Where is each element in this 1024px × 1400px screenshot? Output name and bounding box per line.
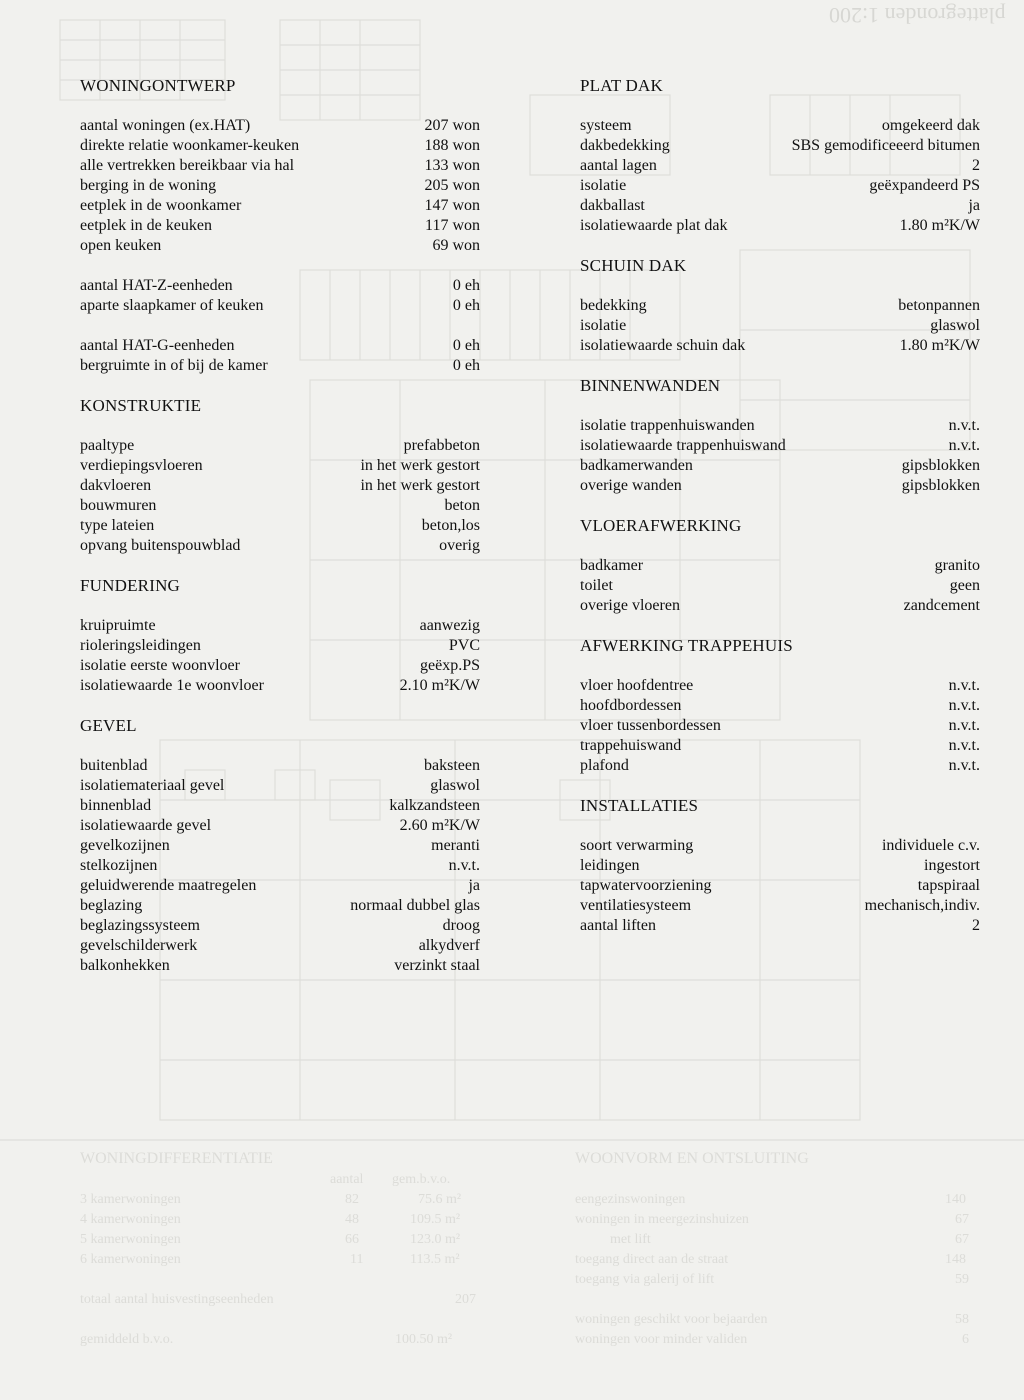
spec-label: paaltype xyxy=(80,437,135,454)
ghost-avg-value: 100.50 m² xyxy=(395,1332,453,1347)
spec-value: 2 xyxy=(972,917,980,934)
ghost-row-value: 148 xyxy=(945,1252,966,1267)
spec-value: 69 won xyxy=(432,237,480,254)
spec-label: vloer hoofdentree xyxy=(580,677,694,694)
section-fundering xyxy=(80,576,480,696)
ghost-heading-left: WONINGDIFFERENTIATIE xyxy=(80,1150,273,1167)
spec-label: isolatiewaarde plat dak xyxy=(580,217,728,234)
spec-value: individuele c.v. xyxy=(881,837,980,854)
spec-row xyxy=(80,476,480,496)
spec-label: opvang buitenspouwblad xyxy=(80,537,241,554)
spec-label: overige vloeren xyxy=(580,597,680,614)
spec-value: geëxp.PS xyxy=(420,657,480,674)
spec-row xyxy=(80,616,480,636)
spec-row xyxy=(80,796,480,816)
ghost-heading-right: WOONVORM EN ONTSLUITING xyxy=(575,1150,809,1167)
spec-row xyxy=(580,156,980,176)
spec-row xyxy=(80,516,480,536)
spec-row xyxy=(80,676,480,696)
spec-label: aantal HAT-Z-eenheden xyxy=(80,277,233,294)
spec-row xyxy=(580,696,980,716)
spec-label: isolatie eerste woonvloer xyxy=(80,657,240,674)
spec-value: n.v.t. xyxy=(448,857,480,874)
spec-value: glaswol xyxy=(430,777,480,794)
spec-label: isolatiewaarde 1e woonvloer xyxy=(80,677,264,694)
spec-row xyxy=(80,156,480,176)
spec-value: 205 won xyxy=(424,177,480,194)
ghost-row-value: 6 xyxy=(962,1332,969,1347)
spec-value: n.v.t. xyxy=(948,437,980,454)
ghost-row-label: met lift xyxy=(610,1232,651,1247)
ghost-page-title: plattegronden 1:200 xyxy=(829,3,1006,28)
ghost-total-label: totaal aantal huisvestingseenheden xyxy=(80,1292,274,1307)
ghost-row-value: 59 xyxy=(955,1272,969,1287)
section-vloerafwerking xyxy=(580,516,980,616)
spec-row xyxy=(80,196,480,216)
spec-value: zandcement xyxy=(903,597,980,614)
spec-row xyxy=(80,776,480,796)
section-heading: PLAT DAK xyxy=(580,76,663,95)
spec-label: direkte relatie woonkamer-keuken xyxy=(80,137,300,154)
spec-value: 0 eh xyxy=(452,337,480,354)
spec-value: verzinkt staal xyxy=(394,957,480,974)
spec-row xyxy=(80,436,480,456)
spec-label: isolatiewaarde trappenhuiswand xyxy=(580,437,786,454)
spec-label: alle vertrekken bereikbaar via hal xyxy=(80,157,295,174)
spec-label: vloer tussenbordessen xyxy=(580,717,721,734)
spec-value: betonpannen xyxy=(898,297,980,314)
spec-value: overig xyxy=(439,537,480,554)
spec-label: verdiepingsvloeren xyxy=(80,457,203,474)
spec-label: berging in de woning xyxy=(80,177,217,194)
spec-row xyxy=(580,596,980,616)
spec-row xyxy=(580,836,980,856)
spec-row xyxy=(80,636,480,656)
spec-value: 1.80 m²K/W xyxy=(899,337,980,354)
spec-value: ingestort xyxy=(924,857,980,874)
spec-row xyxy=(80,496,480,516)
spec-row xyxy=(80,116,480,136)
ghost-row-label: 5 kamerwoningen xyxy=(80,1232,181,1247)
ghost-col-aantal: aantal xyxy=(330,1172,364,1187)
section-heading: WONINGONTWERP xyxy=(80,76,236,95)
ghost-col-bvo: gem.b.v.o. xyxy=(392,1172,451,1187)
spec-label: badkamerwanden xyxy=(580,457,693,474)
ghost-row-value: 140 xyxy=(945,1192,966,1207)
spec-value: 0 eh xyxy=(452,297,480,314)
spec-label: hoofdbordessen xyxy=(580,697,682,714)
spec-value: in het werk gestort xyxy=(360,457,480,474)
ghost-row-count: 82 xyxy=(345,1192,359,1207)
ghost-row-label: toegang via galerij of lift xyxy=(575,1272,715,1287)
spec-value: gipsblokken xyxy=(901,477,980,494)
ghost-row-label: woningen voor minder validen xyxy=(575,1332,748,1347)
ghost-row-label: eengezinswoningen xyxy=(575,1192,686,1207)
spec-row xyxy=(80,936,480,956)
spec-value: geen xyxy=(949,577,980,594)
section-woningontwerp xyxy=(80,76,480,376)
spec-row xyxy=(580,916,980,936)
spec-row xyxy=(580,436,980,456)
section-heading: GEVEL xyxy=(80,716,137,735)
section-installaties xyxy=(580,796,980,936)
spec-value: 207 won xyxy=(424,117,480,134)
spec-row xyxy=(80,176,480,196)
spec-row xyxy=(80,136,480,156)
spec-value: droog xyxy=(442,917,480,934)
spec-value: 117 won xyxy=(425,217,480,234)
spec-label: geluidwerende maatregelen xyxy=(80,877,257,894)
spec-row xyxy=(80,356,480,376)
spec-label: bouwmuren xyxy=(80,497,157,514)
spec-row xyxy=(580,676,980,696)
spec-value: n.v.t. xyxy=(948,417,980,434)
ghost-row-value: 67 xyxy=(955,1232,969,1247)
section-heading: BINNENWANDEN xyxy=(580,376,721,395)
spec-row xyxy=(80,296,480,316)
spec-label: eetplek in de woonkamer xyxy=(80,197,242,214)
ghost-row-area: 113.5 m² xyxy=(410,1252,460,1267)
spec-row xyxy=(580,896,980,916)
spec-label: dakvloeren xyxy=(80,477,152,494)
ghost-row-label: toegang direct aan de straat xyxy=(575,1252,729,1267)
spec-row xyxy=(80,336,480,356)
ghost-row-count: 11 xyxy=(350,1252,364,1267)
spec-row xyxy=(580,116,980,136)
spec-value: 2 xyxy=(972,157,980,174)
spec-label: type lateien xyxy=(80,517,155,534)
spec-label: isolatie xyxy=(580,177,627,194)
spec-value: mechanisch,indiv. xyxy=(864,897,980,914)
spec-row xyxy=(580,196,980,216)
spec-row xyxy=(580,576,980,596)
spec-row xyxy=(80,836,480,856)
spec-value: 188 won xyxy=(424,137,480,154)
spec-value: glaswol xyxy=(930,317,980,334)
spec-value: 147 won xyxy=(424,197,480,214)
spec-value: ja xyxy=(968,197,980,214)
spec-row xyxy=(80,856,480,876)
ghost-row-count: 48 xyxy=(345,1212,359,1227)
spec-row xyxy=(80,876,480,896)
spec-label: gevelkozijnen xyxy=(80,837,170,854)
spec-row xyxy=(580,336,980,356)
spec-label: bedekking xyxy=(580,297,647,314)
spec-value: n.v.t. xyxy=(948,697,980,714)
spec-value: beton,los xyxy=(421,517,480,534)
spec-value: 2.10 m²K/W xyxy=(399,677,480,694)
ghost-total-value: 207 xyxy=(455,1292,476,1307)
spec-label: isolatie xyxy=(580,317,627,334)
spec-row xyxy=(80,276,480,296)
section-plat-dak xyxy=(580,76,980,236)
ghost-row-label: 3 kamerwoningen xyxy=(80,1192,181,1207)
spec-row xyxy=(580,316,980,336)
spec-row xyxy=(580,456,980,476)
spec-row xyxy=(580,756,980,776)
spec-label: toilet xyxy=(580,577,613,594)
spec-row xyxy=(80,896,480,916)
spec-row xyxy=(580,476,980,496)
spec-value: aanwezig xyxy=(419,617,480,634)
spec-row xyxy=(580,736,980,756)
group-spacer xyxy=(80,256,480,276)
ghost-row-value: 58 xyxy=(955,1312,969,1327)
spec-row xyxy=(80,756,480,776)
ghost-avg-label: gemiddeld b.v.o. xyxy=(80,1332,174,1347)
spec-label: beglazing xyxy=(80,897,143,914)
spec-row xyxy=(580,216,980,236)
spec-label: soort verwarming xyxy=(580,837,694,854)
spec-label: aantal woningen (ex.HAT) xyxy=(80,117,251,134)
spec-value: 0 eh xyxy=(452,277,480,294)
spec-label: systeem xyxy=(580,117,632,134)
spec-label: isolatiewaarde gevel xyxy=(80,817,212,834)
spec-label: rioleringsleidingen xyxy=(80,637,201,654)
spec-value: n.v.t. xyxy=(948,717,980,734)
spec-label: trappehuiswand xyxy=(580,737,682,754)
group-spacer xyxy=(80,316,480,336)
spec-value: 1.80 m²K/W xyxy=(899,217,980,234)
ghost-row-label: woningen geschikt voor bejaarden xyxy=(575,1312,768,1327)
spec-row xyxy=(580,416,980,436)
spec-label: aantal liften xyxy=(580,917,656,934)
section-afwerking-trappehuis xyxy=(580,636,980,776)
spec-value: beton xyxy=(444,497,480,514)
spec-label: gevelschilderwerk xyxy=(80,937,198,954)
spec-label: dakballast xyxy=(580,197,645,214)
spec-value: n.v.t. xyxy=(948,737,980,754)
section-heading: AFWERKING TRAPPEHUIS xyxy=(580,636,793,655)
spec-value: PVC xyxy=(448,637,480,654)
spec-label: buitenblad xyxy=(80,757,148,774)
spec-label: open keuken xyxy=(80,237,162,254)
spec-value: gipsblokken xyxy=(901,457,980,474)
ghost-row-area: 109.5 m² xyxy=(410,1212,461,1227)
spec-label: binnenblad xyxy=(80,797,152,814)
spec-label: overige wanden xyxy=(580,477,682,494)
spec-label: eetplek in de keuken xyxy=(80,217,212,234)
spec-label: balkonhekken xyxy=(80,957,170,974)
left-column xyxy=(80,76,480,996)
spec-label: aantal lagen xyxy=(580,157,657,174)
section-gevel xyxy=(80,716,480,976)
ghost-row-area: 75.6 m² xyxy=(418,1192,462,1207)
spec-value: baksteen xyxy=(424,757,480,774)
section-heading: KONSTRUKTIE xyxy=(80,396,202,415)
spec-row xyxy=(80,536,480,556)
spec-value: in het werk gestort xyxy=(360,477,480,494)
ghost-row-area: 123.0 m² xyxy=(410,1232,461,1247)
spec-value: 2.60 m²K/W xyxy=(399,817,480,834)
spec-value: normaal dubbel glas xyxy=(350,897,480,914)
section-heading: INSTALLATIES xyxy=(580,796,699,815)
spec-row xyxy=(80,456,480,476)
spec-value: meranti xyxy=(431,837,480,854)
spec-label: leidingen xyxy=(580,857,640,874)
spec-label: tapwatervoorziening xyxy=(580,877,712,894)
ghost-row-label: 4 kamerwoningen xyxy=(80,1212,181,1227)
ghost-row-label: 6 kamerwoningen xyxy=(80,1252,181,1267)
spec-label: aparte slaapkamer of keuken xyxy=(80,297,264,314)
spec-row xyxy=(580,876,980,896)
spec-value: alkydverf xyxy=(418,937,480,954)
spec-value: n.v.t. xyxy=(948,677,980,694)
spec-row xyxy=(80,216,480,236)
spec-label: aantal HAT-G-eenheden xyxy=(80,337,235,354)
spec-row xyxy=(80,656,480,676)
spec-row xyxy=(580,716,980,736)
ghost-row-label: woningen in meergezinshuizen xyxy=(575,1212,749,1227)
spec-value: tapspiraal xyxy=(917,877,980,894)
right-column xyxy=(580,76,980,956)
spec-row xyxy=(580,856,980,876)
spec-value: prefabbeton xyxy=(403,437,480,454)
section-heading: VLOERAFWERKING xyxy=(580,516,742,535)
spec-label: badkamer xyxy=(580,557,644,574)
spec-value: geëxpandeerd PS xyxy=(869,177,980,194)
spec-row xyxy=(80,236,480,256)
spec-value: SBS gemodificeeerd bitumen xyxy=(791,137,980,154)
spec-row xyxy=(580,136,980,156)
spec-label: bergruimte in of bij de kamer xyxy=(80,357,268,374)
spec-row xyxy=(580,296,980,316)
section-heading: SCHUIN DAK xyxy=(580,256,687,275)
ghost-row-value: 67 xyxy=(955,1212,969,1227)
spec-value: 133 won xyxy=(424,157,480,174)
spec-value: granito xyxy=(934,557,980,574)
spec-value: omgekeerd dak xyxy=(881,117,980,134)
section-heading: FUNDERING xyxy=(80,576,181,595)
spec-label: stelkozijnen xyxy=(80,857,158,874)
spec-label: beglazingssysteem xyxy=(80,917,200,934)
spec-label: plafond xyxy=(580,757,629,774)
section-konstruktie xyxy=(80,396,480,556)
section-binnenwanden xyxy=(580,376,980,496)
spec-row xyxy=(80,916,480,936)
spec-label: isolatiemateriaal gevel xyxy=(80,777,225,794)
spec-value: 0 eh xyxy=(452,357,480,374)
spec-label: kruipruimte xyxy=(80,617,156,634)
spec-label: isolatie trappenhuiswanden xyxy=(580,417,755,434)
spec-row xyxy=(580,556,980,576)
spec-label: dakbedekking xyxy=(580,137,670,154)
spec-label: ventilatiesysteem xyxy=(580,897,692,914)
spec-row xyxy=(80,816,480,836)
spec-value: kalkzandsteen xyxy=(389,797,480,814)
spec-row xyxy=(80,956,480,976)
ghost-row-count: 66 xyxy=(345,1232,359,1247)
section-schuin-dak xyxy=(580,256,980,356)
spec-value: ja xyxy=(468,877,480,894)
spec-value: n.v.t. xyxy=(948,757,980,774)
spec-label: isolatiewaarde schuin dak xyxy=(580,337,746,354)
spec-row xyxy=(580,176,980,196)
